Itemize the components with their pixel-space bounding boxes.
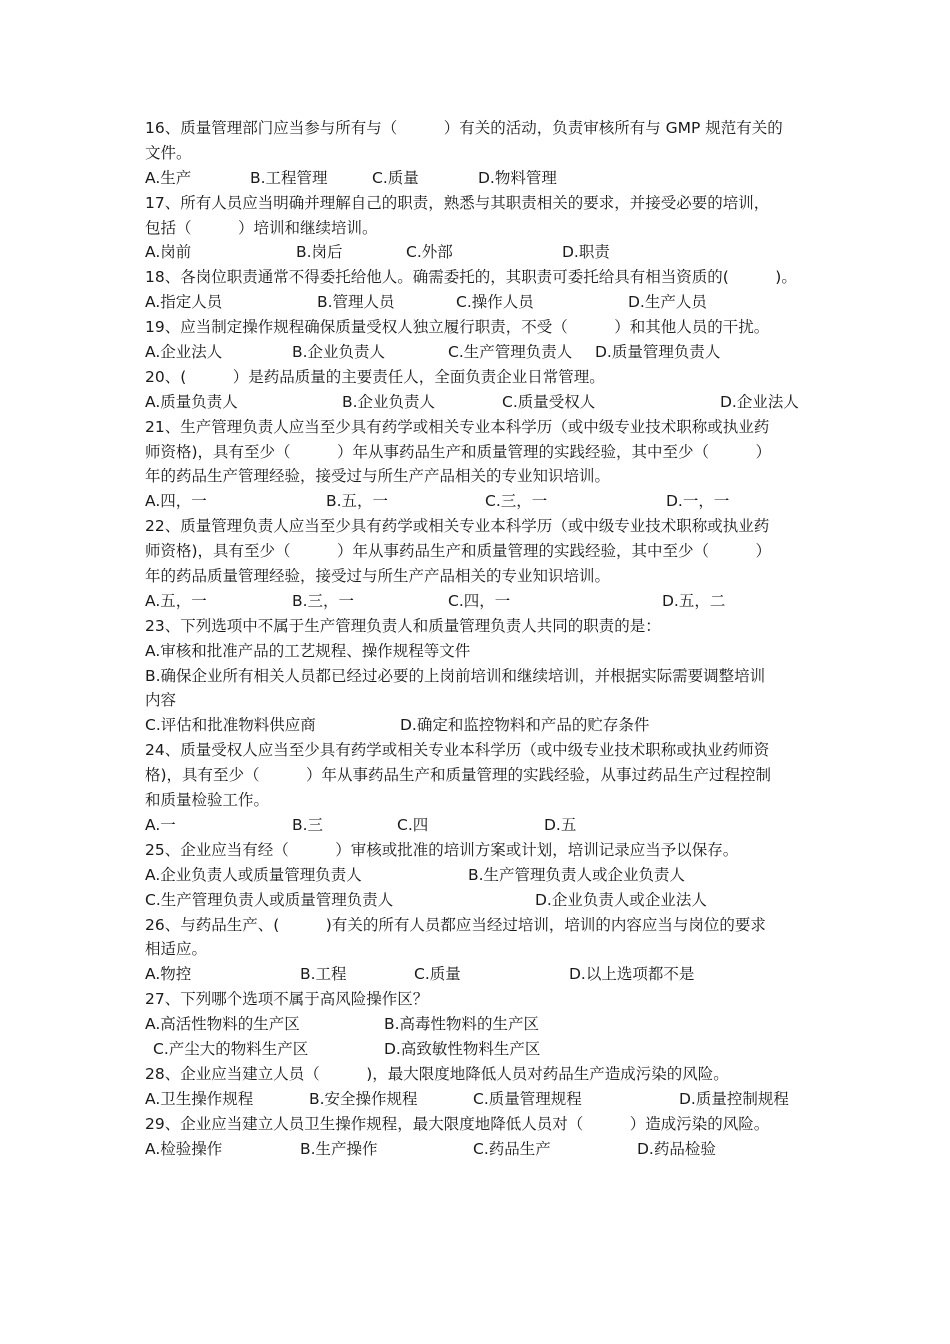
option-a: A.物控 (145, 965, 192, 984)
option-a: A.四，一 (145, 492, 207, 511)
question-20-options (145, 390, 810, 415)
option-c: C.外部 (406, 243, 453, 262)
option-b: B.生产管理负责人或企业负责人 (468, 865, 686, 884)
question-29-options (145, 1137, 810, 1162)
question-17-options (145, 240, 810, 265)
question-16-options (145, 166, 810, 191)
option-d: D.高致敏性物料生产区 (384, 1039, 541, 1058)
option-d: D.企业负责人或企业法人 (535, 890, 707, 909)
option-d: D.一，一 (666, 492, 730, 511)
option-c: C.产尘大的物料生产区 (153, 1039, 309, 1058)
question-22-text-line-3: 年的药品质量管理经验，接受过与所生产产品相关的专业知识培训。 (145, 567, 611, 586)
question-26-text-line-1: 26、与药品生产、( )有关的所有人员都应当经过培训，培训的内容应当与岗位的要求 (145, 915, 766, 934)
question-17-text-line-1: 17、所有人员应当明确并理解自己的职责，熟悉与其职责相关的要求，并接受必要的培训， (145, 193, 770, 212)
question-26-text-line-2: 相适应。 (145, 940, 208, 959)
option-b: B.工程 (300, 965, 347, 984)
question-26-options (145, 962, 810, 987)
question-18-text-line-1: 18、各岗位职责通常不得委托给他人。确需委托的，其职责可委托给具有相当资质的( )。 (145, 268, 797, 287)
option-d: D.企业法人 (720, 392, 799, 411)
option-a: A.企业负责人或质量管理负责人 (145, 865, 362, 884)
option-a: A.生产 (145, 168, 192, 187)
question-27-options-row-2 (145, 1037, 810, 1062)
question-24-options (145, 813, 810, 838)
question-21-text-line-1: 21、生产管理负责人应当至少具有药学或相关专业本科学历（或中级专业技术职称或执业药 (145, 417, 770, 436)
option-c: C.质量管理规程 (473, 1089, 582, 1108)
option-a: A.卫生操作规程 (145, 1089, 254, 1108)
question-21-text-line-3: 年的药品生产管理经验，接受过与所生产产品相关的专业知识培训。 (145, 467, 611, 486)
option-a: A.质量负责人 (145, 392, 238, 411)
option-d: D.质量控制规程 (679, 1089, 789, 1108)
option-c: C.生产管理负责人或质量管理负责人 (145, 890, 394, 909)
question-25-options-row-1 (145, 863, 810, 888)
option-b: B.五，一 (326, 492, 389, 511)
option-c: C.操作人员 (456, 293, 534, 312)
question-22-options (145, 589, 810, 614)
option-b: B.三，一 (292, 591, 355, 610)
question-16-text-line-2: 文件。 (145, 143, 192, 162)
question-16-text-line-1: 16、质量管理部门应当参与所有与（ ）有关的活动，负责审核所有与 GMP 规范有关的 (145, 119, 783, 137)
option-c: C.生产管理负责人 (448, 343, 573, 362)
question-27-text-line-1: 27、下列哪个选项不属于高风险操作区？ (145, 990, 429, 1009)
question-23-text-line-2: A.审核和批准产品的工艺规程、操作规程等文件 (145, 641, 471, 660)
option-a: A.高活性物料的生产区 (145, 1015, 300, 1034)
option-b: B.三 (292, 815, 324, 834)
option-c: C.评估和批准物料供应商 (145, 716, 316, 735)
option-a: A.五，一 (145, 591, 207, 610)
option-b: B.高毒性物料的生产区 (384, 1015, 540, 1034)
question-24-text-line-1: 24、质量受权人应当至少具有药学或相关专业本科学历（或中级专业技术职称或执业药师资 (145, 741, 770, 760)
option-c: C.质量 (372, 168, 419, 187)
option-a: A.企业法人 (145, 343, 223, 362)
option-d: D.物料管理 (478, 168, 557, 187)
option-b: B.企业负责人 (292, 343, 386, 362)
option-a: A.指定人员 (145, 293, 223, 312)
option-b: B.管理人员 (317, 293, 395, 312)
question-27-options-row-1 (145, 1012, 810, 1037)
option-c: C.三，一 (485, 492, 548, 511)
option-d: D.生产人员 (628, 293, 707, 312)
question-22-text-line-1: 22、质量管理负责人应当至少具有药学或相关专业本科学历（或中级专业技术职称或执业药 (145, 517, 770, 536)
option-d: D.质量管理负责人 (595, 343, 721, 362)
option-c: C.四，一 (448, 591, 511, 610)
question-22-text-line-2: 师资格)，具有至少（ ）年从事药品生产和质量管理的实践经验，其中至少（ ） (145, 542, 772, 561)
option-a: A.岗前 (145, 243, 192, 262)
question-24-text-line-2: 格)，具有至少（ ）年从事药品生产和质量管理的实践经验，从事过药品生产过程控制 (145, 766, 772, 785)
question-21-options (145, 489, 810, 514)
option-a: A.检验操作 (145, 1139, 223, 1158)
question-17-text-line-2: 包括（ ）培训和继续培训。 (145, 218, 378, 237)
option-d: D.五 (544, 815, 577, 834)
question-19-options (145, 340, 810, 365)
option-d: D.以上选项都不是 (569, 965, 695, 984)
option-b: B.工程管理 (250, 168, 328, 187)
option-d: D.职责 (562, 243, 610, 262)
option-b: B.企业负责人 (342, 392, 436, 411)
question-29-text-line-1: 29、企业应当建立人员卫生操作规程，最大限度地降低人员对（ ）造成污染的风险。 (145, 1114, 770, 1133)
question-19-text-line-1: 19、应当制定操作规程确保质量受权人独立履行职责，不受（ ）和其他人员的干扰。 (145, 318, 770, 337)
question-23-text-line-1: 23、下列选项中不属于生产管理负责人和质量管理负责人共同的职责的是： (145, 616, 661, 635)
option-c: C.质量 (414, 965, 461, 984)
option-c: C.药品生产 (473, 1139, 551, 1158)
option-d: D.药品检验 (637, 1139, 716, 1158)
question-18-options (145, 290, 810, 315)
question-list (145, 116, 810, 1161)
question-24-text-line-3: 和质量检验工作。 (145, 791, 270, 810)
question-23-text-line-3: B.确保企业所有相关人员都已经过必要的上岗前培训和继续培训，并根据实际需要调整培训 (145, 666, 766, 685)
question-25-text-line-1: 25、企业应当有经（ ）审核或批准的培训方案或计划，培训记录应当予以保存。 (145, 840, 739, 859)
option-a: A.一 (145, 815, 176, 834)
question-28-options (145, 1087, 810, 1112)
question-20-text-line-1: 20、( ）是药品质量的主要责任人，全面负责企业日常管理。 (145, 367, 605, 386)
option-d: D.确定和监控物料和产品的贮存条件 (400, 716, 650, 735)
option-c: C.质量受权人 (502, 392, 596, 411)
question-23-text-line-4: 内容 (145, 691, 177, 710)
option-b: B.岗后 (296, 243, 343, 262)
question-25-options-row-2 (145, 888, 810, 913)
question-21-text-line-2: 师资格)，具有至少（ ）年从事药品生产和质量管理的实践经验，其中至少（ ） (145, 442, 772, 461)
question-23-options (145, 713, 810, 738)
option-c: C.四 (397, 815, 429, 834)
option-b: B.安全操作规程 (309, 1089, 418, 1108)
question-28-text-line-1: 28、企业应当建立人员（ )，最大限度地降低人员对药品生产造成污染的风险。 (145, 1064, 729, 1083)
option-d: D.五，二 (662, 591, 726, 610)
option-b: B.生产操作 (300, 1139, 378, 1158)
